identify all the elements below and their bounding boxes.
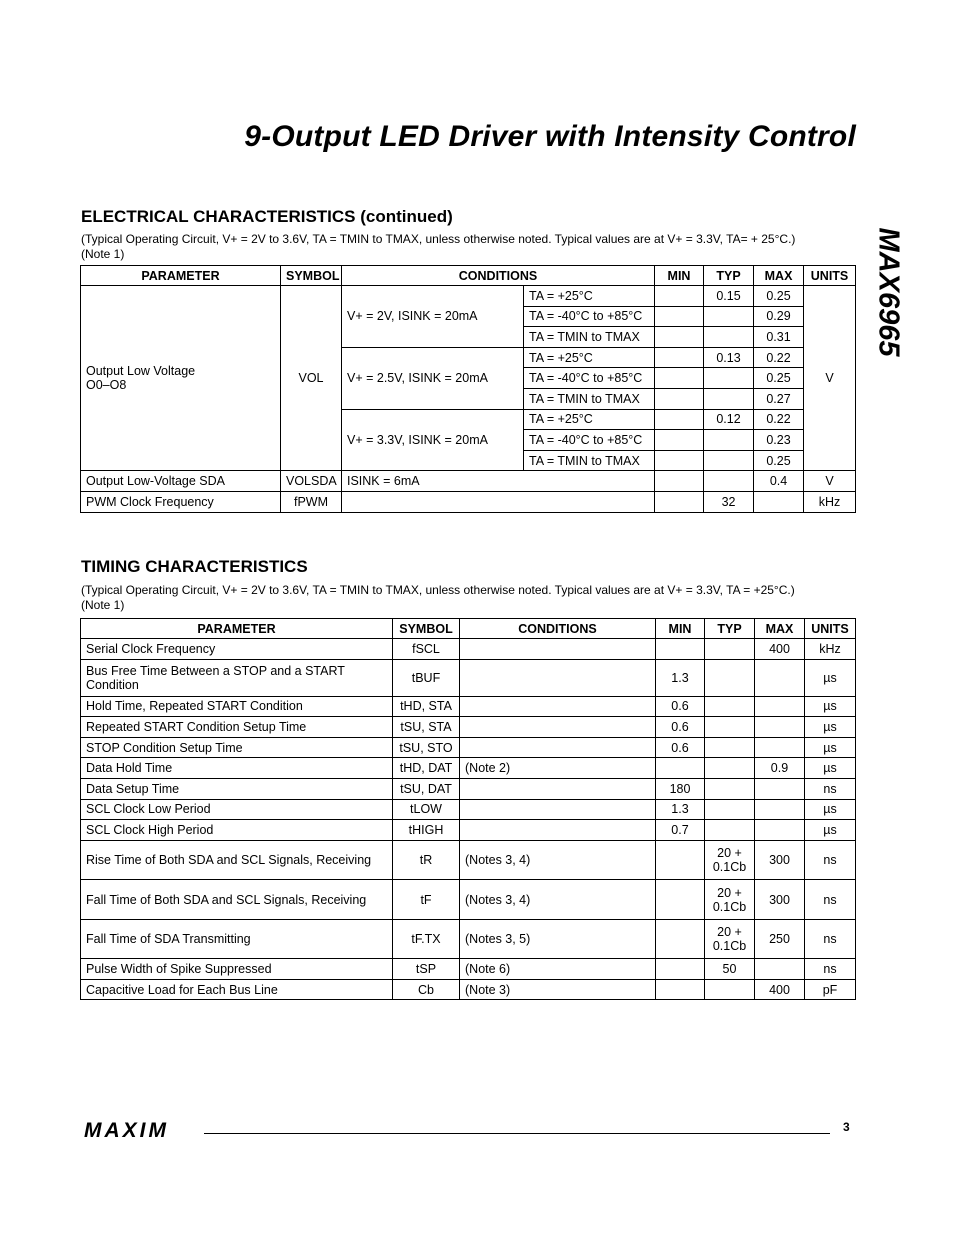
symbol-cell: fPWM — [281, 491, 342, 512]
page-number: 3 — [843, 1120, 850, 1134]
electrical-note-line1: (Typical Operating Circuit, V+ = 2V to 3.6V, TA = TMIN to TMAX, unless otherwise noted. Typical values are at V+ = 3.3V, TA= + 25°C.) — [81, 232, 796, 246]
min-cell: 0.6 — [656, 696, 705, 717]
max-cell: 0.9 — [755, 758, 805, 779]
typ-cell — [705, 979, 755, 1000]
temp-condition-cell: TA = TMIN to TMAX — [524, 327, 655, 348]
typ-cell: 32 — [704, 491, 754, 512]
max-cell — [755, 737, 805, 758]
typ-cell — [705, 758, 755, 779]
condition-cell: (Notes 3, 4) — [460, 880, 656, 920]
temp-condition-cell: TA = TMIN to TMAX — [524, 388, 655, 409]
condition-cell — [460, 820, 656, 841]
typ-text: 0.1Cb — [712, 860, 747, 874]
typ-cell: 50 — [705, 959, 755, 980]
table-row — [81, 880, 856, 920]
max-cell: 400 — [755, 639, 805, 660]
min-cell — [656, 919, 705, 959]
typ-cell — [705, 717, 755, 738]
side-part-number: MAX6965 — [872, 227, 905, 357]
condition-cell: (Note 2) — [460, 758, 656, 779]
condition-cell: (Note 6) — [460, 959, 656, 980]
max-cell — [755, 696, 805, 717]
min-cell — [656, 959, 705, 980]
condition-cell: ISINK = 6mA — [342, 471, 655, 492]
min-cell — [655, 450, 704, 471]
table-header-row — [81, 619, 856, 639]
max-cell: 0.29 — [754, 306, 804, 327]
max-cell — [755, 778, 805, 799]
typ-cell: 0.12 — [704, 409, 754, 430]
max-cell — [755, 799, 805, 820]
col-header: TYP — [705, 619, 755, 639]
max-cell: 0.4 — [754, 471, 804, 492]
min-cell — [655, 327, 704, 348]
units-cell: kHz — [804, 491, 856, 512]
max-cell: 0.23 — [754, 430, 804, 451]
symbol-cell: tHD, DAT — [393, 758, 460, 779]
units-cell: µs — [805, 737, 856, 758]
col-header: PARAMETER — [81, 266, 281, 286]
min-cell: 0.6 — [656, 737, 705, 758]
max-cell: 300 — [755, 880, 805, 920]
typ-cell — [705, 880, 755, 920]
typ-cell — [705, 659, 755, 696]
units-cell: kHz — [805, 639, 856, 660]
condition-cell — [460, 659, 656, 696]
col-header: CONDITIONS — [460, 619, 656, 639]
min-cell: 0.6 — [656, 717, 705, 738]
symbol-cell: fSCL — [393, 639, 460, 660]
table-row — [81, 778, 856, 799]
parameter-cell: Data Setup Time — [81, 778, 393, 799]
condition-cell — [460, 639, 656, 660]
units-cell: V — [804, 471, 856, 492]
table-row — [81, 758, 856, 779]
table-row — [81, 659, 856, 696]
units-cell: V — [804, 286, 856, 471]
electrical-heading: ELECTRICAL CHARACTERISTICS (continued) — [81, 207, 453, 226]
symbol-cell: VOLSDA — [281, 471, 342, 492]
units-cell: ns — [805, 880, 856, 920]
max-cell: 250 — [755, 919, 805, 959]
typ-cell — [705, 799, 755, 820]
min-cell — [655, 491, 704, 512]
maxim-logo: MAXIM — [84, 1119, 169, 1142]
table-row — [81, 799, 856, 820]
symbol-cell: tBUF — [393, 659, 460, 696]
condition-cell: V+ = 3.3V, ISINK = 20mA — [342, 409, 524, 471]
min-cell: 0.7 — [656, 820, 705, 841]
parameter-cell: Bus Free Time Between a STOP and a START Condition — [81, 659, 393, 696]
units-cell: µs — [805, 659, 856, 696]
condition-cell — [460, 778, 656, 799]
timing-note-line1: (Typical Operating Circuit, V+ = 2V to 3.6V, TA = TMIN to TMAX, unless otherwise noted. Typical values are at V+ = 3.3V, TA = +25°C.) — [81, 583, 795, 597]
parameter-cell: Rise Time of Both SDA and SCL Signals, Receiving — [81, 840, 393, 880]
max-cell: 0.31 — [754, 327, 804, 348]
typ-text: 20 + — [717, 885, 742, 900]
electrical-note — [81, 232, 855, 262]
parameter-cell: Serial Clock Frequency — [81, 639, 393, 660]
symbol-cell: tHIGH — [393, 820, 460, 841]
temp-condition-cell: TA = -40°C to +85°C — [524, 306, 655, 327]
condition-cell: (Note 3) — [460, 979, 656, 1000]
units-cell: µs — [805, 758, 856, 779]
temp-condition-cell: TA = +25°C — [524, 286, 655, 307]
min-cell — [655, 430, 704, 451]
col-header: MIN — [656, 619, 705, 639]
timing-note — [81, 583, 855, 613]
symbol-cell: tHD, STA — [393, 696, 460, 717]
max-cell — [755, 959, 805, 980]
condition-cell: (Notes 3, 5) — [460, 919, 656, 959]
temp-condition-cell: TA = +25°C — [524, 347, 655, 368]
parameter-cell: Pulse Width of Spike Suppressed — [81, 959, 393, 980]
parameter-text: Output Low Voltage — [86, 364, 196, 379]
condition-cell — [460, 799, 656, 820]
max-cell: 0.25 — [754, 368, 804, 389]
timing-heading: TIMING CHARACTERISTICS — [81, 557, 308, 576]
min-cell — [656, 758, 705, 779]
max-cell: 0.25 — [754, 286, 804, 307]
min-cell — [656, 979, 705, 1000]
symbol-cell: tSU, STA — [393, 717, 460, 738]
units-cell: µs — [805, 799, 856, 820]
electrical-table — [80, 265, 856, 513]
units-cell: pF — [805, 979, 856, 1000]
min-cell — [655, 347, 704, 368]
units-cell: ns — [805, 778, 856, 799]
table-row — [81, 491, 856, 512]
typ-cell — [705, 778, 755, 799]
typ-cell — [704, 327, 754, 348]
col-header: CONDITIONS — [342, 266, 655, 286]
typ-text: 0.1Cb — [712, 939, 747, 953]
parameter-cell: SCL Clock Low Period — [81, 799, 393, 820]
parameter-cell: Fall Time of SDA Transmitting — [81, 919, 393, 959]
parameter-cell: Capacitive Load for Each Bus Line — [81, 979, 393, 1000]
typ-cell: 0.13 — [704, 347, 754, 368]
min-cell: 1.3 — [656, 659, 705, 696]
max-cell: 300 — [755, 840, 805, 880]
units-cell: ns — [805, 840, 856, 880]
table-row — [81, 717, 856, 738]
typ-cell — [705, 840, 755, 880]
units-cell: µs — [805, 696, 856, 717]
timing-table-body — [81, 639, 856, 1000]
footer-divider — [204, 1133, 830, 1134]
symbol-cell: Cb — [393, 979, 460, 1000]
symbol-cell: VOL — [281, 286, 342, 471]
table-row — [81, 639, 856, 660]
table-row — [81, 737, 856, 758]
col-header: MIN — [655, 266, 704, 286]
condition-cell: V+ = 2.5V, ISINK = 20mA — [342, 347, 524, 409]
typ-text: 20 + — [717, 846, 742, 860]
symbol-cell: tSP — [393, 959, 460, 980]
typ-cell: 0.15 — [704, 286, 754, 307]
parameter-cell: SCL Clock High Period — [81, 820, 393, 841]
parameter-cell: PWM Clock Frequency — [81, 491, 281, 512]
typ-cell — [704, 471, 754, 492]
min-cell — [655, 306, 704, 327]
min-cell — [655, 286, 704, 307]
max-cell — [755, 717, 805, 738]
max-cell — [754, 491, 804, 512]
typ-cell — [705, 919, 755, 959]
col-header: SYMBOL — [281, 266, 342, 286]
parameter-cell: Repeated START Condition Setup Time — [81, 717, 393, 738]
max-cell: 0.27 — [754, 388, 804, 409]
temp-condition-cell: TA = +25°C — [524, 409, 655, 430]
typ-text: 20 + — [717, 925, 742, 939]
max-cell — [755, 820, 805, 841]
units-cell: µs — [805, 717, 856, 738]
table-header-row — [81, 266, 856, 286]
col-header: UNITS — [804, 266, 856, 286]
units-cell: ns — [805, 919, 856, 959]
table-row — [81, 840, 856, 880]
condition-cell: (Notes 3, 4) — [460, 840, 656, 880]
typ-cell — [705, 737, 755, 758]
max-cell: 0.22 — [754, 409, 804, 430]
parameter-cell: Fall Time of Both SDA and SCL Signals, Receiving — [81, 880, 393, 920]
condition-cell — [460, 737, 656, 758]
min-cell — [655, 409, 704, 430]
min-cell — [655, 388, 704, 409]
max-cell: 0.25 — [754, 450, 804, 471]
table-row — [81, 959, 856, 980]
timing-note-line2: (Note 1) — [81, 598, 125, 612]
parameter-cell: Output Low-Voltage SDA — [81, 471, 281, 492]
col-header: MAX — [754, 266, 804, 286]
min-cell — [656, 840, 705, 880]
min-cell — [655, 471, 704, 492]
timing-table — [80, 618, 856, 1000]
parameter-cell — [81, 286, 281, 471]
typ-text: 0.1Cb — [712, 899, 747, 914]
table-row — [81, 979, 856, 1000]
typ-cell — [705, 820, 755, 841]
max-cell — [755, 659, 805, 696]
symbol-cell: tSU, DAT — [393, 778, 460, 799]
col-header: SYMBOL — [393, 619, 460, 639]
symbol-cell: tF.TX — [393, 919, 460, 959]
symbol-cell: tSU, STO — [393, 737, 460, 758]
col-header: PARAMETER — [81, 619, 393, 639]
electrical-note-line2: (Note 1) — [81, 247, 125, 261]
condition-cell: V+ = 2V, ISINK = 20mA — [342, 286, 524, 348]
min-cell: 1.3 — [656, 799, 705, 820]
min-cell — [655, 368, 704, 389]
units-cell: ns — [805, 959, 856, 980]
symbol-cell: tR — [393, 840, 460, 880]
min-cell — [656, 880, 705, 920]
temp-condition-cell: TA = -40°C to +85°C — [524, 368, 655, 389]
parameter-cell: Data Hold Time — [81, 758, 393, 779]
col-header: TYP — [704, 266, 754, 286]
typ-cell — [704, 430, 754, 451]
symbol-cell: tF — [393, 880, 460, 920]
page-title: 9-Output LED Driver with Intensity Control — [244, 120, 856, 153]
typ-cell — [704, 368, 754, 389]
condition-cell — [460, 717, 656, 738]
symbol-cell: tLOW — [393, 799, 460, 820]
parameter-cell: STOP Condition Setup Time — [81, 737, 393, 758]
table-row — [81, 696, 856, 717]
min-cell — [656, 639, 705, 660]
col-header: MAX — [755, 619, 805, 639]
temp-condition-cell: TA = -40°C to +85°C — [524, 430, 655, 451]
table-row — [81, 286, 856, 307]
max-cell: 400 — [755, 979, 805, 1000]
typ-cell — [704, 450, 754, 471]
typ-cell — [705, 639, 755, 660]
parameter-text: O0–O8 — [86, 378, 127, 393]
col-header: UNITS — [805, 619, 856, 639]
min-cell: 180 — [656, 778, 705, 799]
table-row — [81, 919, 856, 959]
table-row — [81, 471, 856, 492]
typ-cell — [704, 388, 754, 409]
typ-cell — [705, 696, 755, 717]
condition-cell — [342, 491, 655, 512]
parameter-cell: Hold Time, Repeated START Condition — [81, 696, 393, 717]
typ-cell — [704, 306, 754, 327]
table-row — [81, 820, 856, 841]
condition-cell — [460, 696, 656, 717]
units-cell: µs — [805, 820, 856, 841]
temp-condition-cell: TA = TMIN to TMAX — [524, 450, 655, 471]
max-cell: 0.22 — [754, 347, 804, 368]
